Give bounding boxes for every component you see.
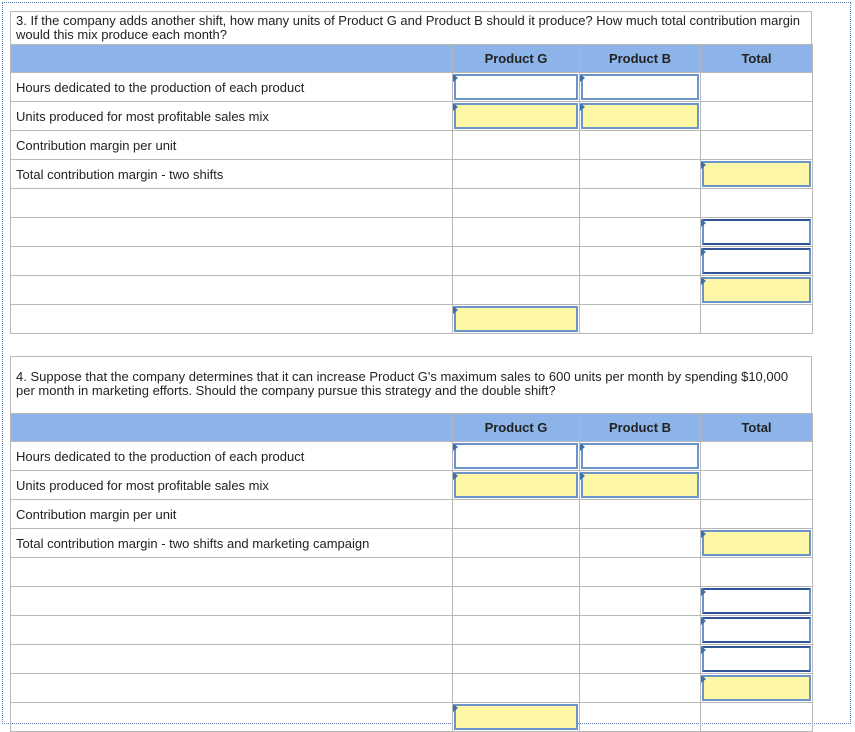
table-row (11, 703, 813, 732)
header-product-b: Product B (580, 414, 701, 442)
header-product-b: Product B (580, 45, 701, 73)
input-marker-icon (453, 74, 458, 82)
calc-input-4[interactable] (702, 675, 811, 701)
input-marker-icon (453, 103, 458, 111)
header-product-g: Product G (453, 414, 580, 442)
table-header-row (11, 45, 813, 73)
table-row (11, 102, 813, 131)
table-row (11, 160, 813, 189)
table-row (11, 558, 813, 587)
table-row (11, 645, 813, 674)
row-label-cm-per-unit: Contribution margin per unit (11, 500, 453, 529)
input-marker-icon (580, 103, 585, 111)
table-row (11, 529, 813, 558)
table-row (11, 247, 813, 276)
hours-product-g-input[interactable] (454, 74, 578, 100)
table-row (11, 587, 813, 616)
header-total: Total (701, 414, 813, 442)
input-marker-icon (453, 704, 458, 712)
input-marker-icon (580, 443, 585, 451)
header-product-g: Product G (453, 45, 580, 73)
input-marker-icon (453, 472, 458, 480)
table-row (11, 131, 813, 160)
row-label-total-cm: Total contribution margin - two shifts (11, 160, 453, 189)
row-label-units: Units produced for most profitable sales mix (11, 471, 453, 500)
input-marker-icon (580, 472, 585, 480)
input-marker-icon (701, 646, 706, 654)
input-marker-icon (701, 588, 706, 596)
input-marker-icon (701, 161, 706, 169)
row-label-total-cm: Total contribution margin - two shifts and marketing campaign (11, 529, 453, 558)
table-row (11, 616, 813, 645)
table-header-row (11, 414, 813, 442)
hours-product-b-input[interactable] (581, 74, 699, 100)
table-row (11, 674, 813, 703)
units-product-g-input[interactable] (454, 103, 578, 129)
question-3-text: 3. If the company adds another shift, how many units of Product G and Product B should it produce? How much total contribution margin would this mix produce each month? (10, 11, 812, 44)
calc-input-3[interactable] (702, 277, 811, 303)
table-row (11, 471, 813, 500)
calc-input-1[interactable] (702, 588, 811, 614)
question-3-table (10, 44, 813, 334)
table-row (11, 73, 813, 102)
table-row (11, 189, 813, 218)
input-marker-icon (701, 219, 706, 227)
row-label-hours: Hours dedicated to the production of each product (11, 442, 453, 471)
units-product-b-input[interactable] (581, 472, 699, 498)
input-marker-icon (701, 277, 706, 285)
input-marker-icon (701, 617, 706, 625)
question-4-text: 4. Suppose that the company determines that it can increase Product G's maximum sales to 600 units per month by spending $10,000 per month in marketing efforts. Should the company pursue this strategy and the double shift? (10, 356, 812, 413)
total-cm-input[interactable] (702, 161, 811, 187)
input-marker-icon (701, 248, 706, 256)
input-marker-icon (701, 675, 706, 683)
calc-input-1[interactable] (702, 219, 811, 245)
input-marker-icon (453, 443, 458, 451)
calc-input-2[interactable] (702, 617, 811, 643)
question-4-table (10, 413, 813, 732)
row-label-units: Units produced for most profitable sales mix (11, 102, 453, 131)
row-label-cm-per-unit: Contribution margin per unit (11, 131, 453, 160)
header-total: Total (701, 45, 813, 73)
table-row (11, 218, 813, 247)
units-product-b-input[interactable] (581, 103, 699, 129)
hours-product-g-input[interactable] (454, 443, 578, 469)
units-product-g-input[interactable] (454, 472, 578, 498)
table-row (11, 276, 813, 305)
answer-input[interactable] (454, 306, 578, 332)
input-marker-icon (453, 306, 458, 314)
calc-input-3[interactable] (702, 646, 811, 672)
row-label-hours: Hours dedicated to the production of each product (11, 73, 453, 102)
input-marker-icon (580, 74, 585, 82)
answer-input[interactable] (454, 704, 578, 730)
table-row (11, 500, 813, 529)
table-row (11, 442, 813, 471)
table-row (11, 305, 813, 334)
total-cm-input[interactable] (702, 530, 811, 556)
calc-input-2[interactable] (702, 248, 811, 274)
input-marker-icon (701, 530, 706, 538)
hours-product-b-input[interactable] (581, 443, 699, 469)
